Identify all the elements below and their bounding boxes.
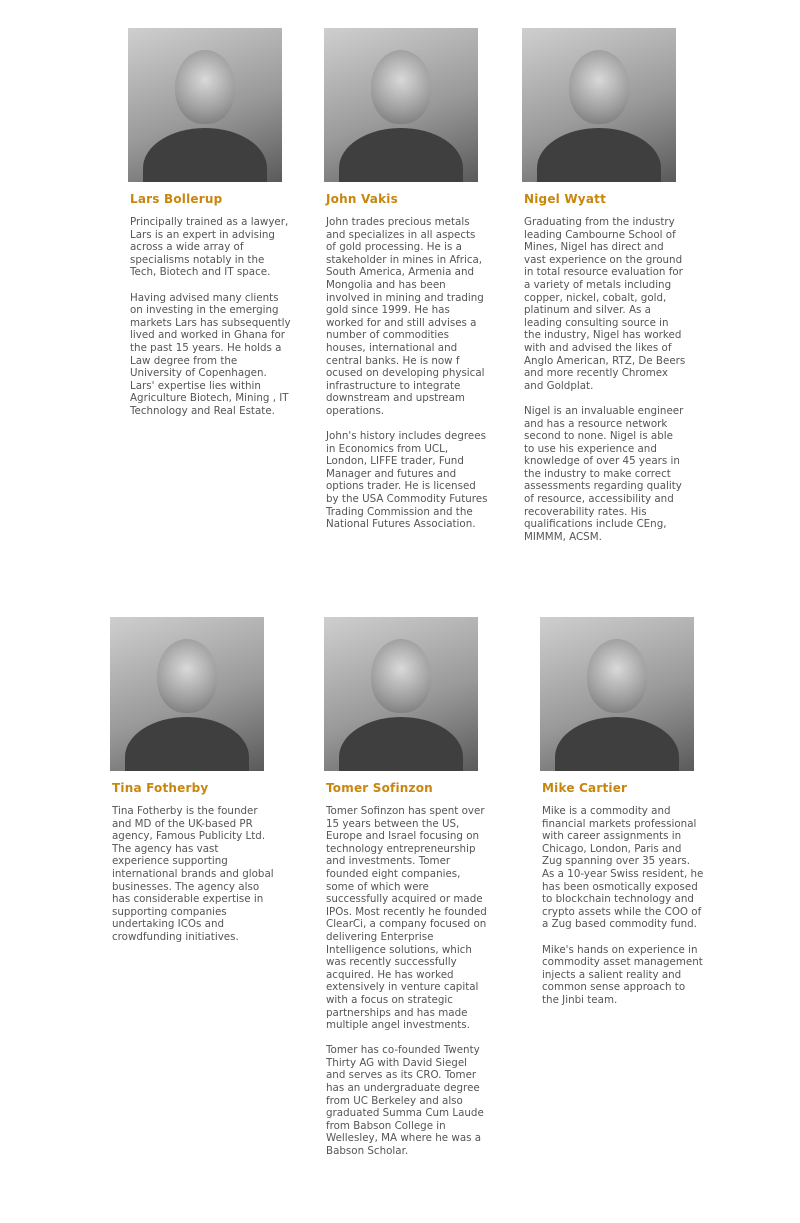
bio-paragraph: Graduating from the industry leading Cambourne School of Mines, Nigel has direct and vast experience on the ground in total resource evaluation for a variety of metals including copper, nickel, cobalt, gold, platinum and silver. As a leading consulting source in the industry, Nigel has worked with and advised the likes of Anglo American, RTZ, De Beers and more recently Chromex and Goldplat. (524, 216, 686, 392)
portrait-photo (540, 617, 694, 771)
portrait-photo (110, 617, 264, 771)
member-bio (326, 805, 488, 1158)
bio-paragraph: Tomer Sofinzon has spent over 15 years between the US, Europe and Israel focusing on technology entrepreneurship and investments. Tomer founded eight companies, some of which were successfully acquired or made IPOs. Most recently he founded ClearCi, a company focused on delivering Enterprise Intelligence solutions, which was recently successfully acquired. He has worked extensively in venture capital with a focus on strategic partnerships and has made multiple angel investments. (326, 805, 487, 1032)
team-member-tomer-sofinzon (324, 617, 487, 1170)
member-bio (542, 805, 704, 1007)
portrait-photo (128, 28, 282, 182)
portrait-photo (522, 28, 676, 182)
bio-paragraph: Nigel is an invaluable engineer and has a resource network second to none. Nigel is able to use his experience and knowledge of over 45 years in the industry to make correct assessments regarding quality of resource, accessibility and recoverability rates. His qualifications include CEng, MIMMM, ACSM. (524, 404, 684, 543)
member-name: Nigel Wyatt (524, 192, 607, 206)
portrait-photo (324, 28, 478, 182)
member-name: John Vakis (326, 192, 398, 206)
member-name: Tomer Sofinzon (326, 781, 433, 795)
team-member-tina-fotherby (110, 617, 274, 956)
team-member-lars-bollerup (128, 28, 291, 430)
bio-paragraph: Principally trained as a lawyer, Lars is an expert in advising across a wide array of specialisms notably in the Tech, Biotech and IT space. (130, 216, 289, 279)
bio-paragraph: John trades precious metals and specializes in all aspects of gold processing. He is a stakeholder in mines in Africa, South America, Armenia and Mongolia and has been involved in mining and trading gold since 1999. He has worked for and still advises a number of commodities houses, international and central banks. He is now f ocused on developing physical infrastructure to integrate downstream and upstream operations. (326, 216, 485, 417)
bio-paragraph: Mike's hands on experience in commodity asset management injects a salient reality and common sense approach to the Jinbi team. (542, 943, 703, 1006)
bio-paragraph: Tina Fotherby is the founder and MD of the UK-based PR agency, Famous Publicity Ltd. The agency has vast experience supporting international brands and global businesses. The agency also has considerable expertise in supporting companies undertaking ICOs and crowdfunding initiatives. (112, 805, 274, 943)
bio-paragraph: Mike is a commodity and financial markets professional with career assignments in Chicago, London, Paris and Zug spanning over 35 years. As a 10-year Swiss resident, he has been osmotically exposed to blockchain technology and crypto assets while the COO of a Zug based commodity fund. (542, 805, 704, 931)
member-bio (130, 216, 292, 418)
member-name: Mike Cartier (542, 781, 628, 795)
team-member-mike-cartier (540, 617, 704, 1019)
member-bio (326, 216, 488, 531)
team-member-nigel-wyatt (522, 28, 686, 556)
member-bio (524, 216, 686, 543)
portrait-photo (324, 617, 478, 771)
bio-paragraph: Tomer has co-founded Twenty Thirty AG with David Siegel and serves as its CRO. Tomer has an undergraduate degree from UC Berkeley and also graduated Summa Cum Laude from Babson College in Wellesley, MA where he was a Babson Scholar. (326, 1044, 484, 1158)
member-name: Tina Fotherby (112, 781, 209, 795)
member-name: Lars Bollerup (130, 192, 223, 206)
bio-paragraph: John's history includes degrees in Economics from UCL, London, LIFFE trader, Fund Manager and futures and options trader. He is licensed by the USA Commodity Futures Trading Commission and the National Futures Association. (326, 430, 488, 531)
member-bio (112, 805, 274, 944)
team-member-john-vakis (324, 28, 488, 543)
bio-paragraph: Having advised many clients on investing in the emerging markets Lars has subsequently lived and worked in Ghana for the past 15 years. He holds a Law degree from the University of Copenhagen. Lars' expertise lies within Agriculture Biotech, Mining , IT Technology and Real Estate. (130, 291, 291, 417)
